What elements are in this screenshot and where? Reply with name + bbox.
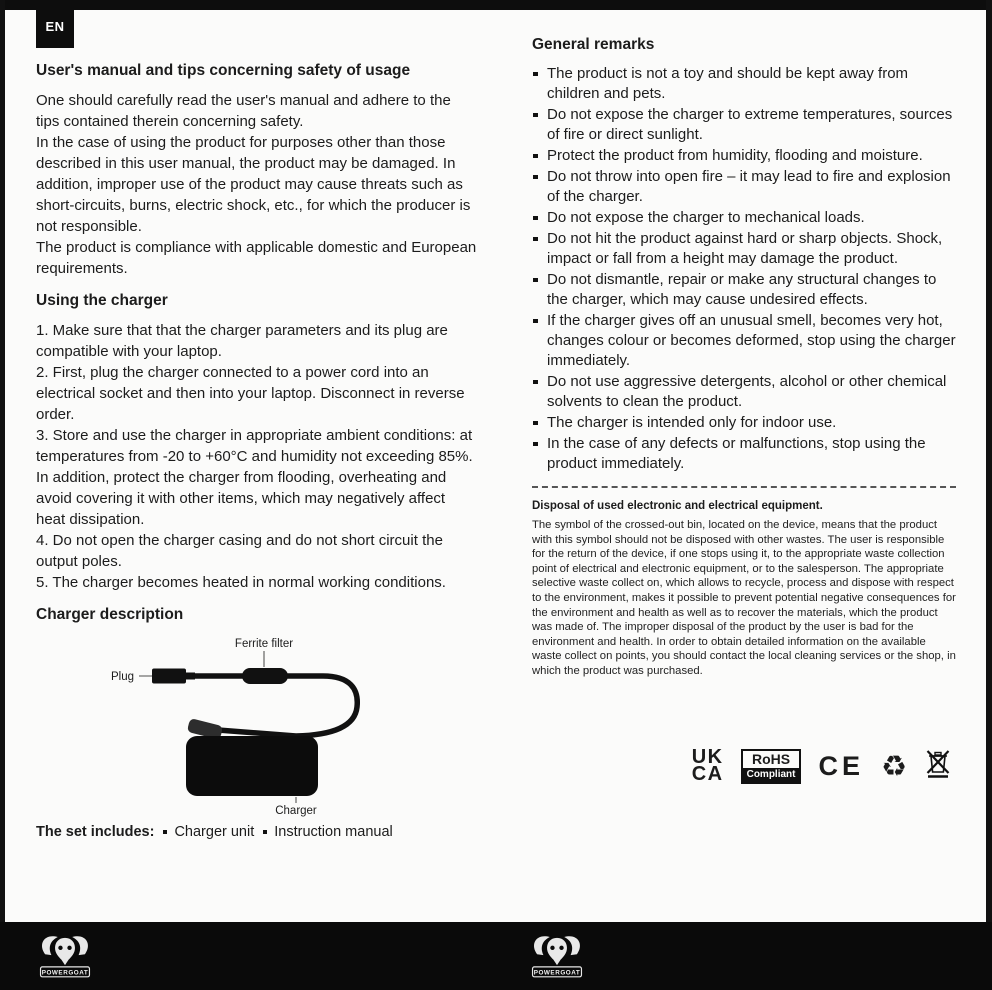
powergoat-brand-text: POWERGOAT bbox=[41, 969, 89, 977]
cable-curve bbox=[218, 676, 357, 736]
remark-item: In the case of any defects or malfunctions, stop using the product immediately. bbox=[532, 434, 956, 474]
top-edge-strip bbox=[0, 0, 992, 10]
compliance-marks-row bbox=[532, 747, 956, 786]
remarks-list bbox=[532, 64, 956, 474]
charger-diagram-drawing bbox=[36, 634, 476, 818]
safety-heading: User's manual and tips concerning safety of usage bbox=[36, 62, 411, 79]
left-edge-strip bbox=[0, 0, 5, 990]
ferrite-filter-label: Ferrite filter bbox=[234, 638, 294, 650]
language-badge bbox=[36, 5, 74, 48]
intro-paragraph: In the case of using the product for purposes other than those described in this user manual, the product may be damaged. In addition, improper use of the product may cause threats such as short-circuits, burns, electric shock, etc., for which the producer is not responsible. bbox=[36, 134, 471, 235]
usage-step: 4. Do not open the charger casing and do not short circuit the output poles. bbox=[36, 532, 443, 570]
footer-bar bbox=[0, 922, 992, 990]
remark-item: Do not hit the product against hard or sharp objects. Shock, impact or fall from a height may damage the product. bbox=[532, 229, 956, 269]
rohs-mark bbox=[741, 749, 802, 784]
usage-step: 1. Make sure that that the charger parameters and its plug are compatible with your laptop. bbox=[36, 322, 448, 360]
remark-item: Protect the product from humidity, flooding and moisture. bbox=[532, 146, 956, 166]
disposal-text: The symbol of the crossed-out bin, located on the device, means that the product with this symbol should not be disposed with other wastes. The user is responsible for the return of the device, if one stops using it, to the appropriate waste collection point of electrical and electronic equipment, or to the salesperson. The appropriate selective waste collect on, which allows to recycle, process and dispose with respect to the environment, makes it possible to prevent potential negative consequences for the environment and health as well as to recover the materials, which the product was made of. The improper disposal of the product by the user is bad for the environment and health. In order to obtain detailed information on the available waste collect on points, you should contact the local cleaning services or the shop, in which the product was purchased. bbox=[532, 519, 956, 677]
ce-mark: CE bbox=[818, 750, 864, 781]
remark-item: The product is not a toy and should be kept away from children and pets. bbox=[532, 64, 956, 104]
usage-step: 2. First, plug the charger connected to a power cord into an electrical socket and then into your laptop. Disconnect in reverse order. bbox=[36, 364, 465, 423]
dashed-divider bbox=[532, 486, 956, 488]
remark-item: Do not expose the charger to extreme temperatures, sources of fire or direct sunlight. bbox=[532, 105, 956, 145]
disposal-heading: Disposal of used electronic and electrical equipment. bbox=[532, 500, 823, 512]
plug-shape bbox=[152, 669, 186, 684]
remark-item: Do not expose the charger to mechanical loads. bbox=[532, 208, 956, 228]
powergoat-logo-icon bbox=[36, 929, 94, 983]
set-includes-row bbox=[36, 824, 478, 840]
charger-label: Charger bbox=[275, 805, 317, 817]
weee-bin-icon bbox=[924, 747, 952, 786]
charger-brick-shape bbox=[186, 736, 318, 796]
ukca-mark bbox=[691, 746, 724, 786]
remarks-heading: General remarks bbox=[532, 36, 655, 53]
remark-item: Do not throw into open fire – it may lead to fire and explosion of the charger. bbox=[532, 167, 956, 207]
set-includes-item: Charger unit bbox=[163, 824, 254, 840]
remark-item: The charger is intended only for indoor use. bbox=[532, 413, 956, 433]
intro-paragraph: One should carefully read the user's manual and adhere to the tips contained therein concerning safety. bbox=[36, 92, 451, 130]
right-edge-strip bbox=[986, 0, 992, 990]
rohs-label: RoHS bbox=[751, 750, 791, 767]
powergoat-brand-text: POWERGOAT bbox=[533, 969, 581, 977]
description-heading: Charger description bbox=[36, 606, 184, 623]
usage-steps bbox=[36, 320, 478, 593]
intro-paragraphs bbox=[36, 90, 478, 279]
charger-diagram bbox=[36, 634, 478, 818]
remark-item: Do not use aggressive detergents, alcohol or other chemical solvents to clean the product. bbox=[532, 372, 956, 412]
ferrite-filter-shape bbox=[242, 668, 288, 684]
ukca-line2: CA bbox=[691, 763, 724, 786]
ukca-line1: UK bbox=[691, 746, 724, 769]
remark-item: If the charger gives off an unusual smell, becomes very hot, changes colour or becomes deformed, stop using the charger immediately. bbox=[532, 311, 956, 371]
remark-item: Do not dismantle, repair or make any structural changes to the charger, which may cause undesired effects. bbox=[532, 270, 956, 310]
left-column bbox=[36, 62, 478, 840]
language-badge-label: EN bbox=[45, 19, 65, 34]
rohs-compliant-label: Compliant bbox=[743, 768, 800, 782]
intro-paragraph: The product is compliance with applicable domestic and European requirements. bbox=[36, 239, 477, 277]
recycling-icon: ♻ bbox=[881, 749, 907, 784]
right-column bbox=[532, 36, 956, 786]
usage-heading: Using the charger bbox=[36, 292, 168, 309]
usage-step: 3. Store and use the charger in appropriate ambient conditions: at temperatures from -20 to +60°C and humidity not exceeding 85%. In addition, protect the charger from flooding, overheating and avoid covering it with other items, which may negatively affect heat dissipation. bbox=[36, 427, 473, 528]
plug-label: Plug bbox=[110, 671, 134, 683]
usage-step: 5. The charger becomes heated in normal working conditions. bbox=[36, 574, 446, 591]
powergoat-logo-icon bbox=[528, 929, 586, 983]
set-includes-item: Instruction manual bbox=[263, 824, 392, 840]
set-includes-label: The set includes: bbox=[36, 824, 155, 840]
